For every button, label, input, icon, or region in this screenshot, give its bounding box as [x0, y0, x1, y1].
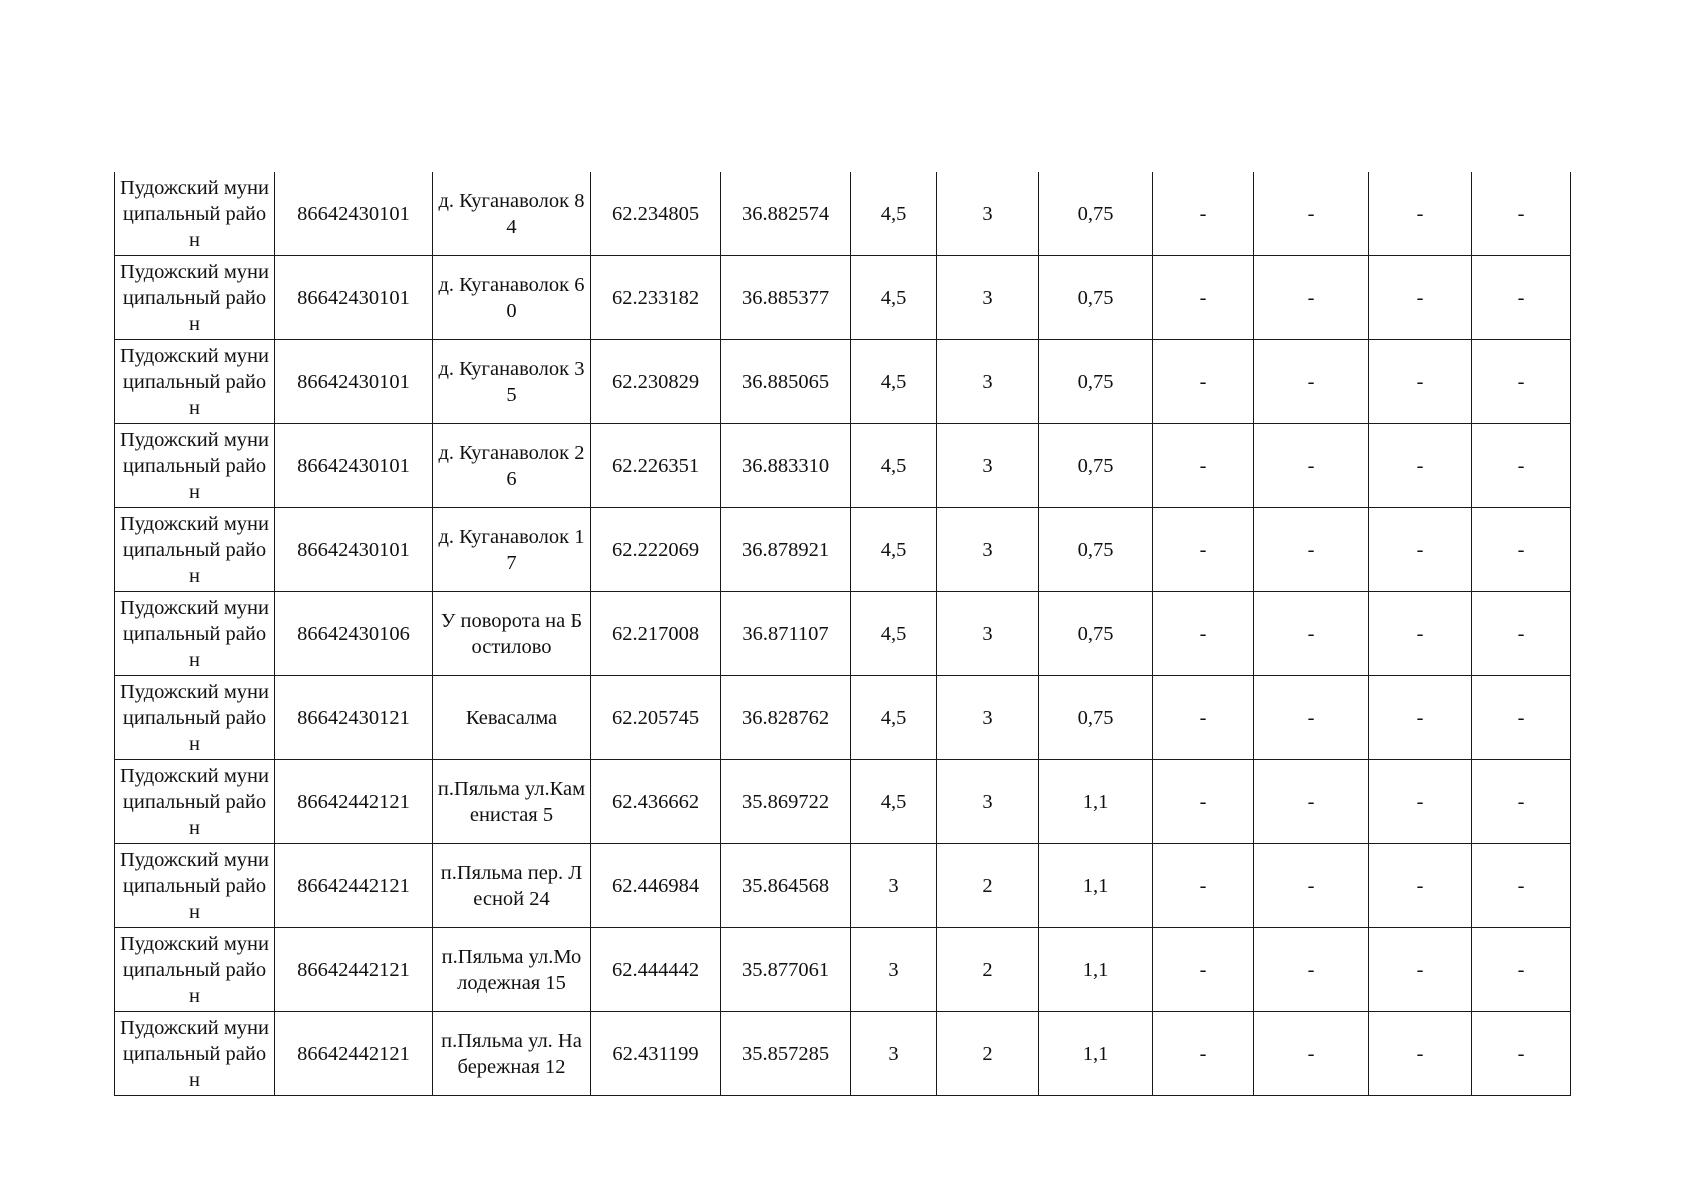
column-10-cell: - [1254, 592, 1369, 676]
column-11-cell: - [1369, 340, 1472, 424]
column-7-cell: 3 [937, 592, 1039, 676]
column-9-cell: - [1153, 676, 1254, 760]
place-cell: д. Куганаволок 26 [433, 424, 591, 508]
column-6-cell: 4,5 [851, 676, 937, 760]
oktmo-cell: 86642430101 [275, 508, 433, 592]
latitude-cell: 62.436662 [591, 760, 721, 844]
column-7-cell: 3 [937, 172, 1039, 256]
latitude-cell: 62.444442 [591, 928, 721, 1012]
latitude-cell: 62.226351 [591, 424, 721, 508]
column-6-cell: 3 [851, 844, 937, 928]
oktmo-cell: 86642430106 [275, 592, 433, 676]
longitude-cell: 36.871107 [721, 592, 851, 676]
column-7-cell: 3 [937, 676, 1039, 760]
oktmo-cell: 86642430101 [275, 256, 433, 340]
table-row [115, 340, 1571, 424]
column-10-cell: - [1254, 424, 1369, 508]
table-row [115, 676, 1571, 760]
longitude-cell: 35.864568 [721, 844, 851, 928]
district-cell: Пудожский муниципальный район [115, 340, 275, 424]
latitude-cell: 62.431199 [591, 1012, 721, 1096]
column-9-cell: - [1153, 508, 1254, 592]
longitude-cell: 35.877061 [721, 928, 851, 1012]
column-11-cell: - [1369, 676, 1472, 760]
column-7-cell: 3 [937, 508, 1039, 592]
longitude-cell: 36.828762 [721, 676, 851, 760]
place-cell: п.Пяльма ул.Молодежная 15 [433, 928, 591, 1012]
oktmo-cell: 86642430121 [275, 676, 433, 760]
place-cell: п.Пяльма ул. Набережная 12 [433, 1012, 591, 1096]
column-6-cell: 4,5 [851, 592, 937, 676]
table-row [115, 928, 1571, 1012]
column-12-cell: - [1472, 928, 1571, 1012]
column-9-cell: - [1153, 928, 1254, 1012]
column-11-cell: - [1369, 1012, 1472, 1096]
latitude-cell: 62.233182 [591, 256, 721, 340]
column-12-cell: - [1472, 340, 1571, 424]
district-cell: Пудожский муниципальный район [115, 676, 275, 760]
column-6-cell: 4,5 [851, 256, 937, 340]
district-cell: Пудожский муниципальный район [115, 928, 275, 1012]
table-row [115, 424, 1571, 508]
table-row [115, 1012, 1571, 1096]
column-8-cell: 0,75 [1039, 424, 1153, 508]
place-cell: У поворота на Бостилово [433, 592, 591, 676]
place-cell: п.Пяльма ул.Каменистая 5 [433, 760, 591, 844]
column-12-cell: - [1472, 424, 1571, 508]
column-12-cell: - [1472, 172, 1571, 256]
table-body [115, 172, 1571, 1096]
longitude-cell: 36.885377 [721, 256, 851, 340]
place-cell: Кевасалма [433, 676, 591, 760]
district-cell: Пудожский муниципальный район [115, 1012, 275, 1096]
oktmo-cell: 86642442121 [275, 1012, 433, 1096]
column-6-cell: 4,5 [851, 340, 937, 424]
longitude-cell: 35.857285 [721, 1012, 851, 1096]
column-7-cell: 2 [937, 928, 1039, 1012]
column-9-cell: - [1153, 340, 1254, 424]
table-row [115, 508, 1571, 592]
column-12-cell: - [1472, 676, 1571, 760]
column-8-cell: 1,1 [1039, 844, 1153, 928]
column-12-cell: - [1472, 508, 1571, 592]
column-9-cell: - [1153, 1012, 1254, 1096]
latitude-cell: 62.205745 [591, 676, 721, 760]
longitude-cell: 36.883310 [721, 424, 851, 508]
table-row [115, 256, 1571, 340]
place-cell: д. Куганаволок 84 [433, 172, 591, 256]
column-8-cell: 0,75 [1039, 172, 1153, 256]
column-7-cell: 3 [937, 340, 1039, 424]
column-9-cell: - [1153, 256, 1254, 340]
oktmo-cell: 86642442121 [275, 844, 433, 928]
district-cell: Пудожский муниципальный район [115, 256, 275, 340]
place-cell: д. Куганаволок 35 [433, 340, 591, 424]
column-10-cell: - [1254, 172, 1369, 256]
table-row [115, 172, 1571, 256]
column-8-cell: 0,75 [1039, 340, 1153, 424]
longitude-cell: 36.878921 [721, 508, 851, 592]
column-7-cell: 2 [937, 844, 1039, 928]
column-6-cell: 4,5 [851, 424, 937, 508]
district-cell: Пудожский муниципальный район [115, 508, 275, 592]
column-9-cell: - [1153, 760, 1254, 844]
column-10-cell: - [1254, 508, 1369, 592]
column-6-cell: 4,5 [851, 508, 937, 592]
longitude-cell: 36.882574 [721, 172, 851, 256]
column-11-cell: - [1369, 172, 1472, 256]
column-9-cell: - [1153, 844, 1254, 928]
longitude-cell: 35.869722 [721, 760, 851, 844]
district-cell: Пудожский муниципальный район [115, 844, 275, 928]
column-8-cell: 1,1 [1039, 760, 1153, 844]
column-9-cell: - [1153, 172, 1254, 256]
column-6-cell: 3 [851, 928, 937, 1012]
column-12-cell: - [1472, 844, 1571, 928]
column-10-cell: - [1254, 844, 1369, 928]
column-12-cell: - [1472, 256, 1571, 340]
column-10-cell: - [1254, 256, 1369, 340]
oktmo-cell: 86642430101 [275, 424, 433, 508]
district-cell: Пудожский муниципальный район [115, 592, 275, 676]
place-cell: д. Куганаволок 17 [433, 508, 591, 592]
column-8-cell: 0,75 [1039, 676, 1153, 760]
latitude-cell: 62.217008 [591, 592, 721, 676]
column-11-cell: - [1369, 844, 1472, 928]
place-cell: д. Куганаволок 60 [433, 256, 591, 340]
column-8-cell: 0,75 [1039, 508, 1153, 592]
column-7-cell: 3 [937, 256, 1039, 340]
sites-table [114, 172, 1571, 1096]
column-12-cell: - [1472, 1012, 1571, 1096]
oktmo-cell: 86642442121 [275, 760, 433, 844]
oktmo-cell: 86642442121 [275, 928, 433, 1012]
column-11-cell: - [1369, 256, 1472, 340]
latitude-cell: 62.222069 [591, 508, 721, 592]
table-row [115, 844, 1571, 928]
column-10-cell: - [1254, 928, 1369, 1012]
district-cell: Пудожский муниципальный район [115, 172, 275, 256]
column-12-cell: - [1472, 592, 1571, 676]
column-10-cell: - [1254, 676, 1369, 760]
district-cell: Пудожский муниципальный район [115, 760, 275, 844]
column-7-cell: 2 [937, 1012, 1039, 1096]
oktmo-cell: 86642430101 [275, 172, 433, 256]
column-8-cell: 0,75 [1039, 592, 1153, 676]
column-11-cell: - [1369, 760, 1472, 844]
column-6-cell: 3 [851, 1012, 937, 1096]
table-row [115, 592, 1571, 676]
district-cell: Пудожский муниципальный район [115, 424, 275, 508]
column-9-cell: - [1153, 592, 1254, 676]
column-9-cell: - [1153, 424, 1254, 508]
column-11-cell: - [1369, 508, 1472, 592]
column-6-cell: 4,5 [851, 760, 937, 844]
column-8-cell: 1,1 [1039, 1012, 1153, 1096]
column-7-cell: 3 [937, 424, 1039, 508]
longitude-cell: 36.885065 [721, 340, 851, 424]
column-11-cell: - [1369, 928, 1472, 1012]
table-row [115, 760, 1571, 844]
oktmo-cell: 86642430101 [275, 340, 433, 424]
latitude-cell: 62.230829 [591, 340, 721, 424]
column-10-cell: - [1254, 1012, 1369, 1096]
column-6-cell: 4,5 [851, 172, 937, 256]
column-12-cell: - [1472, 760, 1571, 844]
latitude-cell: 62.234805 [591, 172, 721, 256]
latitude-cell: 62.446984 [591, 844, 721, 928]
column-8-cell: 0,75 [1039, 256, 1153, 340]
place-cell: п.Пяльма пер. Лесной 24 [433, 844, 591, 928]
column-7-cell: 3 [937, 760, 1039, 844]
column-10-cell: - [1254, 760, 1369, 844]
column-11-cell: - [1369, 592, 1472, 676]
column-8-cell: 1,1 [1039, 928, 1153, 1012]
column-11-cell: - [1369, 424, 1472, 508]
column-10-cell: - [1254, 340, 1369, 424]
